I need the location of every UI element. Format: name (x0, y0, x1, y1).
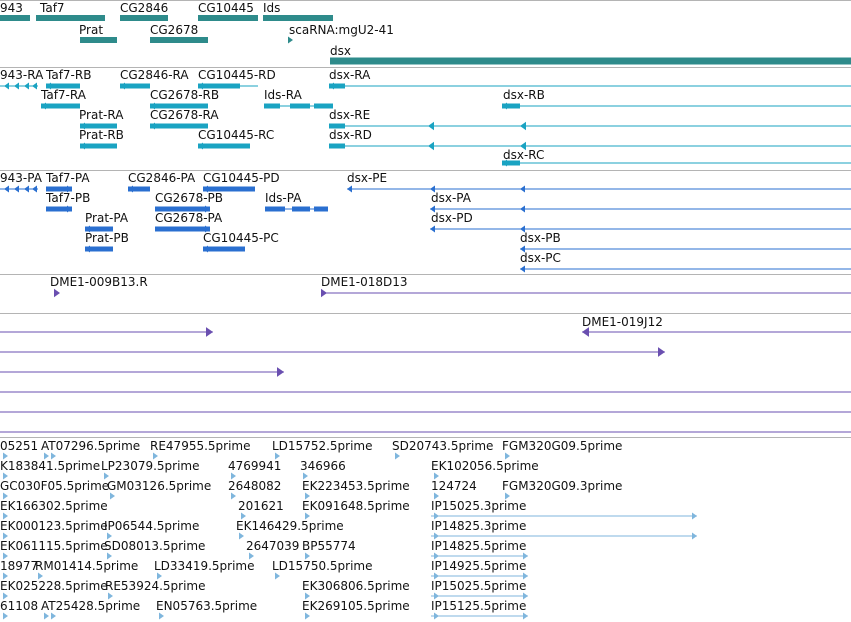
est-label[interactable]: EK269105.5prime (302, 599, 410, 613)
gene-bar[interactable] (36, 15, 105, 21)
protein-label[interactable]: CG2678-PB (155, 191, 224, 205)
transcript-label[interactable]: CG2846-RA (120, 68, 189, 82)
protein-label[interactable]: CG10445-PD (203, 171, 280, 185)
protein-label[interactable]: Taf7-PA (46, 171, 90, 185)
est-label[interactable]: 2648082 (228, 479, 282, 493)
est-arrow[interactable] (159, 613, 164, 620)
est-arrow[interactable] (51, 613, 56, 620)
clone-label[interactable]: DME1-009B13.R (50, 275, 148, 289)
strand-arrow[interactable] (347, 186, 352, 193)
feature-bar[interactable] (203, 247, 245, 252)
transcript-label[interactable]: CG2678-RB (150, 88, 220, 102)
transcript-label[interactable]: Prat-RB (79, 128, 124, 142)
est-label[interactable]: 18977 (0, 559, 39, 573)
feature-bar[interactable] (290, 104, 310, 109)
est-label[interactable]: GM03126.5prime (107, 479, 212, 493)
est-label[interactable]: EK306806.5prime (302, 579, 410, 593)
strand-arrow[interactable] (4, 186, 9, 193)
est-label[interactable]: EN05763.5prime (156, 599, 258, 613)
est-label[interactable]: 201621 (238, 499, 284, 513)
strand-arrow[interactable] (428, 142, 434, 150)
strand-arrow[interactable] (520, 122, 526, 130)
strand-arrow[interactable] (4, 83, 9, 90)
gene-label[interactable]: Prat (79, 23, 104, 37)
est-arrow[interactable] (523, 613, 528, 620)
protein-label[interactable]: dsx-PC (520, 251, 561, 265)
gene-bar[interactable] (288, 37, 293, 44)
gene-label[interactable]: CG2846 (120, 1, 169, 15)
clone-arrow[interactable] (54, 289, 60, 297)
transcript-label[interactable]: dsx-RB (503, 88, 545, 102)
est-label[interactable]: 346966 (300, 459, 346, 473)
strand-arrow[interactable] (428, 122, 434, 130)
est-arrow[interactable] (110, 493, 115, 500)
protein-label[interactable]: CG10445-PC (203, 231, 279, 245)
feature-bar[interactable] (265, 207, 285, 212)
gene-bar[interactable] (330, 58, 851, 65)
protein-label[interactable]: dsx-PB (520, 231, 561, 245)
est-arrow[interactable] (275, 573, 280, 580)
strand-arrow[interactable] (14, 186, 19, 193)
transcript-label[interactable]: CG10445-RD (198, 68, 276, 82)
gene-label[interactable]: scaRNA:mgU2-41 (289, 23, 394, 37)
est-arrow[interactable] (3, 613, 8, 620)
protein-label[interactable]: dsx-PE (347, 171, 388, 185)
est-label[interactable]: GC030F05.5prime (0, 479, 110, 493)
est-arrow[interactable] (395, 453, 400, 460)
est-arrow[interactable] (692, 513, 697, 520)
protein-label[interactable]: Taf7-PB (46, 191, 91, 205)
strand-arrow[interactable] (520, 206, 525, 213)
est-label[interactable]: FGM320G09.5prime (502, 439, 623, 453)
est-label[interactable]: EK091648.5prime (302, 499, 410, 513)
est-label[interactable]: 2647039 (246, 539, 300, 553)
feature-bar[interactable] (314, 207, 328, 212)
est-label[interactable]: SD20743.5prime (392, 439, 494, 453)
protein-label[interactable]: CG2846-PA (128, 171, 196, 185)
clone-label[interactable]: DME1-019J12 (582, 315, 663, 329)
est-label[interactable]: RE47955.5prime (150, 439, 251, 453)
strand-arrow[interactable] (32, 83, 37, 90)
gene-label[interactable]: Taf7 (40, 1, 65, 15)
clone-label[interactable]: DME1-018D13 (321, 275, 408, 289)
transcript-label[interactable]: 943-RA (0, 68, 44, 82)
strand-arrow[interactable] (520, 186, 525, 193)
est-arrow[interactable] (305, 613, 310, 620)
est-label[interactable]: RE53924.5prime (105, 579, 206, 593)
est-label[interactable]: EK166302.5prime (0, 499, 108, 513)
strand-arrow[interactable] (430, 226, 435, 233)
est-label[interactable]: 4769941 (228, 459, 282, 473)
est-label[interactable]: 61108 (0, 599, 39, 613)
feature-bar[interactable] (264, 104, 280, 109)
est-label[interactable]: K183841.5prime (0, 459, 101, 473)
est-label[interactable]: LD15752.5prime (272, 439, 373, 453)
protein-label[interactable]: Prat-PB (85, 231, 129, 245)
strand-arrow[interactable] (520, 266, 525, 273)
protein-label[interactable]: Ids-PA (265, 191, 302, 205)
gene-label[interactable]: Ids (263, 1, 281, 15)
gene-bar[interactable] (198, 15, 258, 21)
est-label[interactable]: LD33419.5prime (154, 559, 255, 573)
protein-label[interactable]: Prat-PA (85, 211, 129, 225)
transcript-label[interactable]: Taf7-RA (41, 88, 86, 102)
est-arrow[interactable] (44, 613, 49, 620)
est-label[interactable]: LP23079.5prime (101, 459, 200, 473)
gene-bar[interactable] (263, 15, 333, 21)
transcript-label[interactable]: Ids-RA (264, 88, 302, 102)
feature-bar[interactable] (155, 227, 210, 232)
gene-label[interactable]: 943 (0, 1, 23, 15)
strand-arrow[interactable] (24, 83, 29, 90)
transcript-label[interactable]: dsx-RE (329, 108, 371, 122)
protein-label[interactable]: 943-PA (0, 171, 42, 185)
feature-bar[interactable] (80, 144, 117, 149)
gene-bar[interactable] (80, 37, 117, 43)
transcript-label[interactable]: dsx-RD (329, 128, 372, 142)
est-label[interactable]: IP15025.3prime (431, 499, 527, 513)
strand-arrow[interactable] (24, 186, 29, 193)
gene-bar[interactable] (0, 15, 30, 21)
clone-arrow[interactable] (277, 367, 284, 377)
transcript-label[interactable]: dsx-RA (329, 68, 371, 82)
gene-label[interactable]: dsx (330, 44, 351, 58)
est-label[interactable]: IP15025.5prime (431, 579, 527, 593)
gene-bar[interactable] (150, 37, 208, 43)
protein-label[interactable]: dsx-PA (431, 191, 471, 205)
est-label[interactable]: BP55774 (302, 539, 356, 553)
gene-bar[interactable] (120, 15, 168, 21)
transcript-label[interactable]: CG2678-RA (150, 108, 219, 122)
est-arrow[interactable] (231, 493, 236, 500)
est-arrow[interactable] (692, 533, 697, 540)
est-label[interactable]: RM01414.5prime (35, 559, 139, 573)
est-label[interactable]: 124724 (431, 479, 477, 493)
transcript-label[interactable]: dsx-RC (503, 148, 545, 162)
gene-label[interactable]: CG10445 (198, 1, 254, 15)
strand-arrow[interactable] (32, 186, 37, 193)
strand-arrow[interactable] (14, 83, 19, 90)
clone-arrow[interactable] (658, 347, 665, 357)
est-label[interactable]: AT25428.5prime (41, 599, 141, 613)
est-label[interactable]: EK223453.5prime (302, 479, 410, 493)
clone-arrow[interactable] (321, 289, 327, 297)
est-label[interactable]: LD15750.5prime (272, 559, 373, 573)
est-label[interactable]: IP06544.5prime (104, 519, 200, 533)
transcript-label[interactable]: CG10445-RC (198, 128, 275, 142)
feature-bar[interactable] (198, 144, 250, 149)
est-label[interactable]: IP14825.3prime (431, 519, 527, 533)
est-label[interactable]: EK025228.5prime (0, 579, 108, 593)
clone-arrow[interactable] (206, 327, 213, 337)
feature-bar[interactable] (292, 207, 310, 212)
est-label[interactable]: IP14825.5prime (431, 539, 527, 553)
est-arrow[interactable] (239, 533, 244, 540)
est-label[interactable]: FGM320G09.3prime (502, 479, 623, 493)
est-label[interactable]: IP15125.5prime (431, 599, 527, 613)
transcript-label[interactable]: Prat-RA (79, 108, 124, 122)
protein-label[interactable]: CG2678-PA (155, 211, 223, 225)
est-label[interactable]: IP14925.5prime (431, 559, 527, 573)
transcript-label[interactable]: Taf7-RB (46, 68, 92, 82)
est-label[interactable]: EK102056.5prime (431, 459, 539, 473)
protein-label[interactable]: dsx-PD (431, 211, 473, 225)
feature-bar[interactable] (329, 144, 345, 149)
est-label[interactable]: 05251 (0, 439, 39, 453)
est-label[interactable]: SD08013.5prime (104, 539, 206, 553)
feature-bar[interactable] (41, 104, 80, 109)
est-label[interactable]: AT07296.5prime (41, 439, 141, 453)
est-label[interactable]: EK061115.5prime (0, 539, 108, 553)
est-label[interactable]: EK000123.5prime (0, 519, 108, 533)
est-label[interactable]: EK146429.5prime (236, 519, 344, 533)
gene-label[interactable]: CG2678 (150, 23, 199, 37)
